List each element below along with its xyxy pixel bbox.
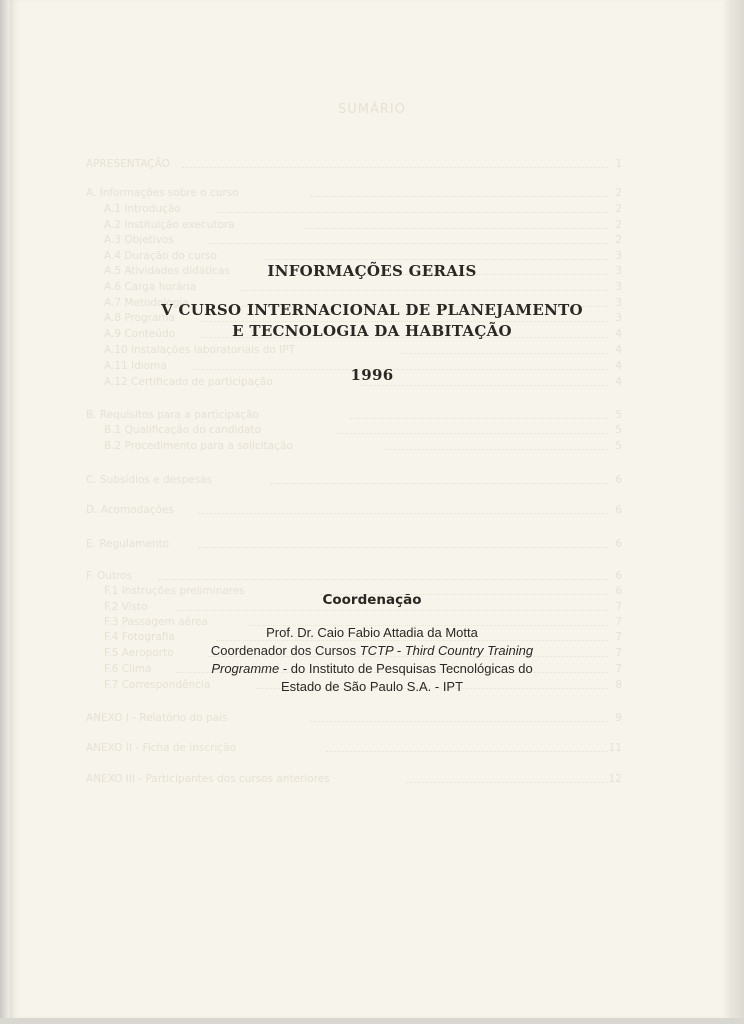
show-through-row-label: ANEXO III - Participantes dos cursos anteriores: [86, 773, 330, 785]
show-through-row-label: A.11 Idioma: [104, 360, 167, 372]
show-through-row-label: A.7 Metodologia: [104, 297, 189, 309]
show-through-row-page: 1: [615, 158, 622, 170]
show-through-row-page: 9: [615, 712, 622, 724]
show-through-row-page: 11: [608, 742, 622, 754]
show-through-row-label: B. Requisitos para a participação: [86, 409, 259, 421]
show-through-row-page: 5: [615, 440, 622, 452]
program-name-part-1: TCTP - Third Country Training: [359, 643, 534, 658]
show-through-row-label: E. Regulamento: [86, 538, 170, 550]
show-through-row-page: 4: [615, 328, 622, 340]
show-through-row-page: 6: [615, 585, 622, 597]
coordinator-name: Prof. Dr. Caio Fabio Attadia da Motta: [266, 625, 478, 640]
show-through-row-label: F. Outros: [86, 570, 133, 582]
show-through-title: SUMÁRIO: [338, 102, 406, 117]
show-through-row-page: 7: [615, 616, 622, 628]
institute-suffix: - do Instituto de Pesquisas Tecnológicas do: [279, 661, 533, 676]
show-through-row-label: D. Acomodações: [86, 504, 174, 516]
show-through-row-label: A.1 Introdução: [104, 203, 181, 215]
show-through-row-page: 2: [615, 203, 622, 215]
show-through-row-page: 3: [615, 312, 622, 324]
program-name-part-2: Programme: [211, 661, 280, 676]
coordinator-role: [0, 643, 744, 658]
show-through-row-page: 4: [615, 360, 622, 372]
coordination-heading: Coordenação: [322, 592, 422, 608]
course-title-line-2: E TECNOLOGIA DA HABITAÇÃO: [232, 322, 512, 340]
show-through-row-label: A.6 Carga horária: [104, 281, 197, 293]
show-through-row-label: A.4 Duração do curso: [104, 250, 217, 262]
show-through-row-label: F.3 Passagem aérea: [104, 616, 208, 628]
show-through-row-page: 6: [615, 504, 622, 516]
show-through-row-label: C. Subsídios e despesas: [86, 474, 213, 486]
show-through-row-label: ANEXO I - Relatório do país: [86, 712, 228, 724]
show-through-row-label: B.1 Qualificação do candidato: [104, 424, 262, 436]
show-through-row-page: 5: [615, 424, 622, 436]
show-through-row-page: 2: [615, 187, 622, 199]
show-through-row-page: 6: [615, 570, 622, 582]
show-through-row-page: 3: [615, 281, 622, 293]
show-through-row-page: 6: [615, 474, 622, 486]
show-through-row-label: F.7 Correspondência: [104, 679, 211, 691]
show-through-row-label: A.10 Instalações laboratoriais do IPT: [104, 344, 296, 356]
show-through-row-page: 6: [615, 538, 622, 550]
show-through-row-label: F.5 Aeroporto: [104, 647, 174, 659]
show-through-row-page: 7: [615, 601, 622, 613]
show-through-row-label: ANEXO II - Ficha de inscrição: [86, 742, 236, 754]
show-through-row-label: A.2 Instituição executora: [104, 219, 235, 231]
show-through-row-label: A.9 Conteúdo: [104, 328, 176, 340]
year: 1996: [350, 366, 394, 384]
show-through-row-label: A.12 Certificado de participação: [104, 376, 273, 388]
page-title: INFORMAÇÕES GERAIS: [267, 262, 477, 280]
coordinator-institute: [0, 661, 744, 676]
show-through-row-label: F.6 Clima: [104, 663, 152, 675]
show-through-row-page: 7: [615, 663, 622, 675]
show-through-row-page: 4: [615, 376, 622, 388]
show-through-row-label: A.8 Programa: [104, 312, 176, 324]
show-through-row-label: B.2 Procedimento para a solicitação: [104, 440, 293, 452]
show-through-row-label: APRESENTAÇÃO: [86, 158, 170, 170]
show-through-row-label: F.1 Instruções preliminares: [104, 585, 245, 597]
show-through-row-page: 5: [615, 409, 622, 421]
show-through-row-page: 2: [615, 234, 622, 246]
role-prefix: Coordenador dos Cursos: [210, 643, 360, 658]
show-through-row-page: 7: [615, 647, 622, 659]
show-through-row-page: 8: [615, 679, 622, 691]
show-through-row-label: A.3 Objetivos: [104, 234, 174, 246]
show-through-row-label: A.5 Atividades didáticas: [104, 265, 230, 277]
show-through-row-page: 3: [615, 297, 622, 309]
show-through-row-label: F.4 Fotografia: [104, 631, 175, 643]
show-through-row-page: 7: [615, 631, 622, 643]
show-through-row-page: 4: [615, 344, 622, 356]
course-title-line-1: V CURSO INTERNACIONAL DE PLANEJAMENTO: [161, 301, 583, 319]
show-through-row-page: 3: [615, 250, 622, 262]
show-through-row-page: 12: [608, 773, 622, 785]
show-through-row-page: 2: [615, 219, 622, 231]
show-through-row-label: F.2 Visto: [104, 601, 148, 613]
institute-name: Estado de São Paulo S.A. - IPT: [280, 679, 464, 694]
show-through-row-page: 3: [615, 265, 622, 277]
show-through-row-label: A. Informações sobre o curso: [86, 187, 239, 199]
